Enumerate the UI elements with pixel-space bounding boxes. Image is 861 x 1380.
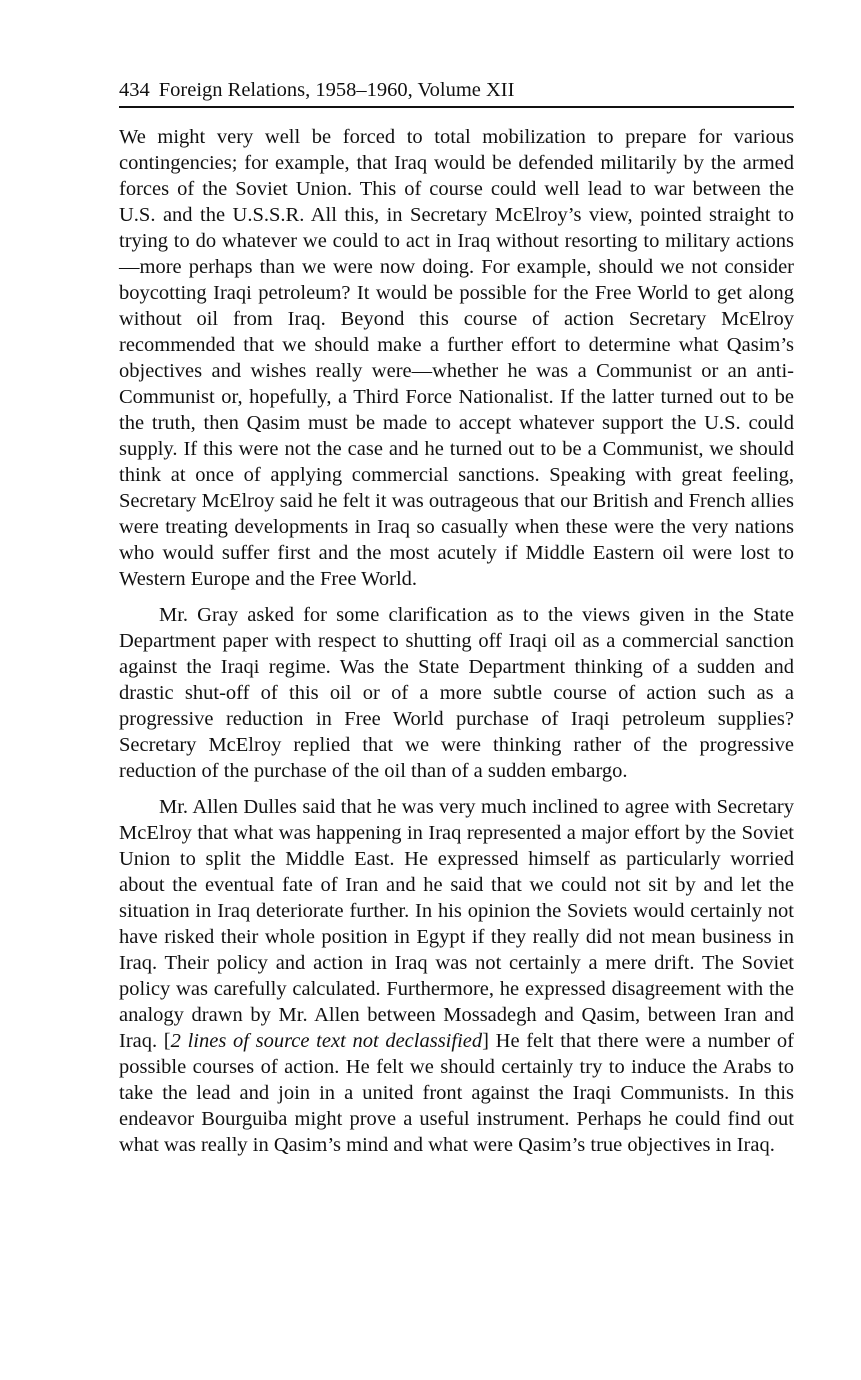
volume-title: Foreign Relations, 1958–1960, Volume XII bbox=[158, 79, 515, 101]
paragraph-mcelroy-view bbox=[119, 124, 794, 592]
document-page bbox=[119, 76, 794, 1158]
paragraph-text: Mr. Gray asked for some clarification as to the views given in the State Department paper with respect to shutting off Iraqi oil as a commercial sanction against the Iraqi regime. Was the State Department thinking of a sudden and drastic shut-off of this oil or of a more subtle course of action such as a progressive reduction in Free World purchase of Iraqi petroleum supplies? Secretary McElroy replied that we were thinking rather of the progressive reduction of the purchase of the oil than of a sudden embargo. bbox=[119, 604, 794, 782]
paragraph-dulles-remarks bbox=[119, 794, 794, 1158]
body-text bbox=[119, 124, 794, 1158]
page-number: 434 bbox=[119, 79, 150, 101]
editorial-note: 2 lines of source text not declassified bbox=[170, 1030, 483, 1052]
paragraph-text-after: ] He felt that there were a number of possible courses of action. He felt we should certainly try to induce the Arabs to take the lead and join in a united front against the Iraqi Communists. In this endeavor Bourguiba might prove a useful instrument. Perhaps he could find out what was really in Qasim’s mind and what were Qasim’s true objectives in Iraq. bbox=[119, 1030, 794, 1156]
paragraph-gray-question bbox=[119, 602, 794, 784]
paragraph-text: We might very well be forced to total mobilization to prepare for various contingencies; for example, that Iraq would be defended militarily by the armed forces of the Soviet Union. This of course could well lead to war between the U.S. and the U.S.S.R. All this, in Secretary McElroy’s view, pointed straight to trying to do whatever we could to act in Iraq without resorting to military actions—more perhaps than we were now doing. For example, should we not consider boycotting Iraqi petroleum? It would be possible for the Free World to get along without oil from Iraq. Beyond this course of action Secretary McElroy recommended that we should make a further effort to determine what Qasim’s objectives and wishes really were—whether he was a Communist or an anti-Communist or, hopefully, a Third Force Nationalist. If the latter turned out to be the truth, then Qasim must be made to accept whatever support the U.S. could supply. If this were not the case and he turned out to be a Communist, we should think at once of applying commercial sanctions. Speaking with great feeling, Secretary McElroy said he felt it was outrageous that our British and French allies were treating developments in Iraq so casually when these were the very nations who would suffer first and the most acutely if Middle Eastern oil were lost to Western Europe and the Free World. bbox=[119, 126, 794, 590]
running-head bbox=[119, 76, 794, 108]
paragraph-text-before: Mr. Allen Dulles said that he was very much inclined to agree with Secretary McElroy that what was happening in Iraq represented a major effort by the Soviet Union to split the Middle East. He expressed himself as particularly worried about the eventual fate of Iran and he said that we could not sit by and let the situation in Iraq deteriorate further. In his opinion the Soviets would certainly not have risked their whole position in Egypt if they really did not mean business in Iraq. Their policy and action in Iraq was not certainly a mere drift. The Soviet policy was carefully calculated. Furthermore, he expressed disagreement with the analogy drawn by Mr. Allen between Mossadegh and Qasim, between Iran and Iraq. [ bbox=[119, 796, 794, 1052]
